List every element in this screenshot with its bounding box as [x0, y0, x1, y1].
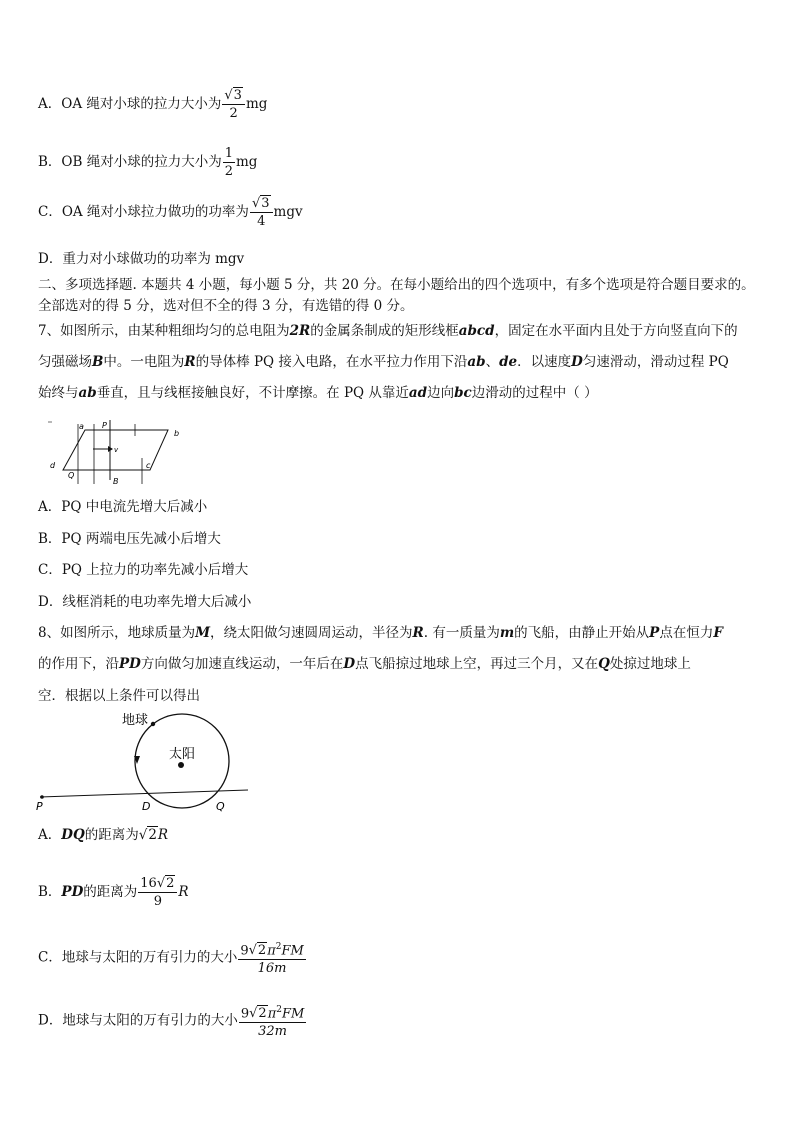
point-P	[40, 795, 44, 799]
fig-label-earth: 地球	[122, 713, 149, 728]
q7-stem-line2: 匀强磁场B中。一电阻为R的导体棒 PQ 接入电路，在水平拉力作用下沿ab、de．以速度D匀速滑动，滑动过程 PQ	[38, 354, 729, 370]
q8-stem-line3: 空．根据以上条件可以得出	[38, 688, 200, 704]
q7-option-a: A．PQ 中电流先增大后减小	[38, 499, 208, 515]
fraction: $\frac{9√2\pi^2FM}{16m}$	[240, 942, 304, 977]
fig-label-Q: Q	[68, 471, 75, 480]
fig-label-a: a	[79, 422, 84, 431]
q7-option-b: B．PQ 两端电压先减小后增大	[38, 531, 221, 547]
fig-label-sun: 太阳	[169, 747, 196, 762]
q8-stem-line1: 8、如图所示，地球质量为M，绕太阳做匀速圆周运动，半径为R. 有一质量为m的飞船，由静止开始从P点在恒力F	[38, 625, 723, 641]
fig-label-B: B	[113, 477, 119, 486]
earth-dot	[151, 722, 155, 726]
q6-option-c: C．OA 绳对小球拉力做功的功率为 $\frac{√3}{4}$ mgv	[38, 196, 303, 229]
fig-label-c: c	[146, 461, 151, 470]
q7-stem-line1: 7、如图所示，由某种粗细均匀的总电阻为2R的金属条制成的矩形线框abcd，固定在水平面内且处于方向竖直向下的	[38, 323, 738, 339]
q6-option-d: D．重力对小球做功的功率为 mgv	[38, 251, 245, 267]
q8-option-c: C．地球与太阳的万有引力的大小 $\frac{9√2\pi^2FM}{16m}$	[38, 942, 304, 977]
q8-option-d: D．地球与太阳的万有引力的大小 $\frac{9√2\pi^2FM}{32m}$	[38, 1005, 305, 1040]
q8-stem-line2: 的作用下，沿PD方向做匀加速直线运动，一年后在D点飞船掠过地球上空，再过三个月，又在Q处掠过地球上	[38, 656, 691, 672]
fig-label-Q: Q	[216, 800, 225, 813]
q7-circuit-figure	[38, 418, 198, 490]
sun-dot	[178, 762, 184, 768]
fraction: $\frac{√3}{2}$	[222, 88, 245, 121]
q8-option-b: B．PD的距离为 $\frac{16√2}{9}$ R	[38, 876, 189, 909]
fraction: $\frac{9√2\pi^2FM}{32m}$	[240, 1005, 305, 1040]
section-heading: 二、多项选择题. 本题共 4 小题，每小题 5 分，共 20 分。在每小题给出的四个选项中，有多个选项是符合题目要求的。	[38, 277, 755, 293]
q7-stem-line3: 始终与ab垂直，且与线框接触良好，不计摩擦。在 PQ 从靠近ad边向bc边滑动的过程中（ ）	[38, 385, 598, 401]
q6-option-a: A．OA 绳对小球的拉力大小为 $\frac{√3}{2}$ mg	[38, 88, 268, 121]
q7-option-d: D．线框消耗的电功率先增大后减小	[38, 594, 252, 610]
fig-label-P: P	[102, 421, 107, 430]
q7-option-c: C．PQ 上拉力的功率先减小后增大	[38, 562, 249, 578]
fig-label-D: D	[142, 800, 151, 813]
fraction: $\frac{1}{2}$	[224, 146, 233, 179]
fraction: $\frac{16√2}{9}$	[138, 876, 177, 909]
q6-option-b: B．OB 绳对小球的拉力大小为 $\frac{1}{2}$ mg	[38, 146, 258, 179]
fraction: $\frac{√3}{4}$	[250, 196, 273, 229]
fig-label-P: P	[36, 800, 43, 813]
fig-label-v: v	[114, 446, 119, 454]
section-note: 全部选对的得 5 分，选对但不全的得 3 分，有选错的得 0 分。	[38, 298, 414, 314]
q8-orbit-figure	[30, 710, 250, 814]
q8-option-a: A．DQ的距离为√2R	[38, 827, 169, 843]
fig-label-b: b	[174, 429, 180, 438]
fig-label-d: d	[50, 461, 56, 470]
